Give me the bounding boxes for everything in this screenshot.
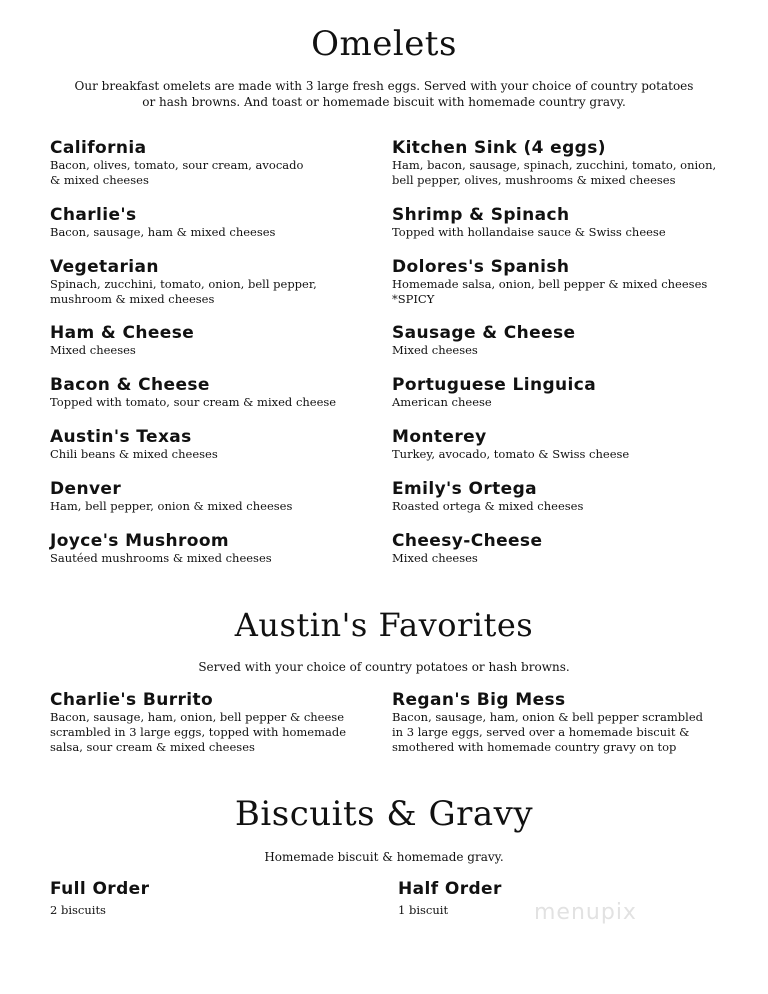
item-name: Half Order [398,879,502,899]
menu-item-doloress-spanish [392,257,707,307]
item-description: 2 biscuits [50,903,106,917]
item-description: Mixed cheeses [392,551,478,565]
item-description: Sautéed mushrooms & mixed cheeses [50,551,272,565]
menu-item-emilys-ortega [392,479,583,514]
item-description: Bacon, sausage, ham, onion, bell pepper & cheese scrambled in 3 large eggs, topped with homemade salsa, sour cream & mixed cheeses [50,710,347,754]
menu-item-austins-texas [50,427,218,462]
item-name: Monterey [392,427,487,447]
favorites-intro: Served with your choice of country potatoes or hash browns. [198,660,570,674]
menu-item-regans-big-mess [392,690,703,755]
item-name: Dolores's Spanish [392,257,570,277]
menu-item-denver [50,479,292,514]
item-name: Bacon & Cheese [50,375,210,395]
menu-item-portuguese-linguica [392,375,596,410]
item-description: Topped with tomato, sour cream & mixed cheese [50,395,337,409]
item-description: Topped with hollandaise sauce & Swiss cheese [392,225,666,239]
item-description: Ham, bell pepper, onion & mixed cheeses [50,499,293,513]
item-description: Bacon, sausage, ham & mixed cheeses [50,225,276,239]
item-name: Sausage & Cheese [392,323,576,343]
item-name: Austin's Texas [50,427,192,447]
item-description: Spinach, zucchini, tomato, onion, bell pepper, mushroom & mixed cheeses [50,277,317,306]
menu-item-sausage-cheese [392,323,575,358]
item-description: Mixed cheeses [50,343,136,357]
menu-item-cheesy-cheese [392,531,542,566]
item-name: Full Order [50,879,150,899]
menu-item-half-order [398,879,502,918]
item-description: Chili beans & mixed cheeses [50,447,218,461]
item-description: American cheese [392,395,492,409]
biscuits-intro: Homemade biscuit & homemade gravy. [264,850,504,864]
item-name: Joyce's Mushroom [50,531,230,551]
menu-item-full-order [50,879,149,918]
biscuits-title: Biscuits & Gravy [234,794,534,834]
item-description: Bacon, olives, tomato, sour cream, avocado & mixed cheeses [50,158,304,187]
item-description: Homemade salsa, onion, bell pepper & mixed cheeses *SPICY [392,277,708,306]
menu-item-bacon-cheese [50,375,336,410]
item-description: Bacon, sausage, ham, onion & bell pepper scrambled in 3 large eggs, served over a homemade biscuit & smothered with homemade country gravy on top [392,710,703,754]
item-name: Ham & Cheese [50,323,195,343]
item-name: Charlie's Burrito [50,690,214,710]
menu-item-charlies-burrito [50,690,346,755]
watermark-logo: menupix [534,900,637,925]
omelets-title: Omelets [311,24,457,64]
item-name: Portuguese Linguica [392,375,597,395]
item-name: Emily's Ortega [392,479,538,499]
menu-item-ham-cheese [50,323,194,358]
item-name: Vegetarian [50,257,159,277]
item-name: Denver [50,479,122,499]
item-name: Cheesy-Cheese [392,531,543,551]
menu-item-kitchen-sink [392,138,716,188]
menu-item-california [50,138,303,188]
menu-item-vegetarian [50,257,317,307]
omelets-intro: Our breakfast omelets are made with 3 large fresh eggs. Served with your choice of country potatoes or hash browns. And toast or homemade biscuit with homemade country gravy. [74,79,694,109]
menu-item-charlies [50,205,275,240]
item-description: 1 biscuit [398,903,449,917]
item-name: Kitchen Sink (4 eggs) [392,138,606,158]
item-name: Charlie's [50,205,137,225]
menu-item-joyces-mushroom [50,531,272,566]
item-description: Ham, bacon, sausage, spinach, zucchini, tomato, onion, bell pepper, olives, mushrooms & mixed cheeses [392,158,717,187]
menu-item-monterey [392,427,629,462]
item-description: Mixed cheeses [392,343,478,357]
item-description: Turkey, avocado, tomato & Swiss cheese [392,447,630,461]
item-name: California [50,138,147,158]
favorites-title: Austin's Favorites [234,606,534,644]
item-name: Regan's Big Mess [392,690,566,710]
item-name: Shrimp & Spinach [392,205,570,225]
menu-item-shrimp-spinach [392,205,666,240]
item-description: Roasted ortega & mixed cheeses [392,499,584,513]
